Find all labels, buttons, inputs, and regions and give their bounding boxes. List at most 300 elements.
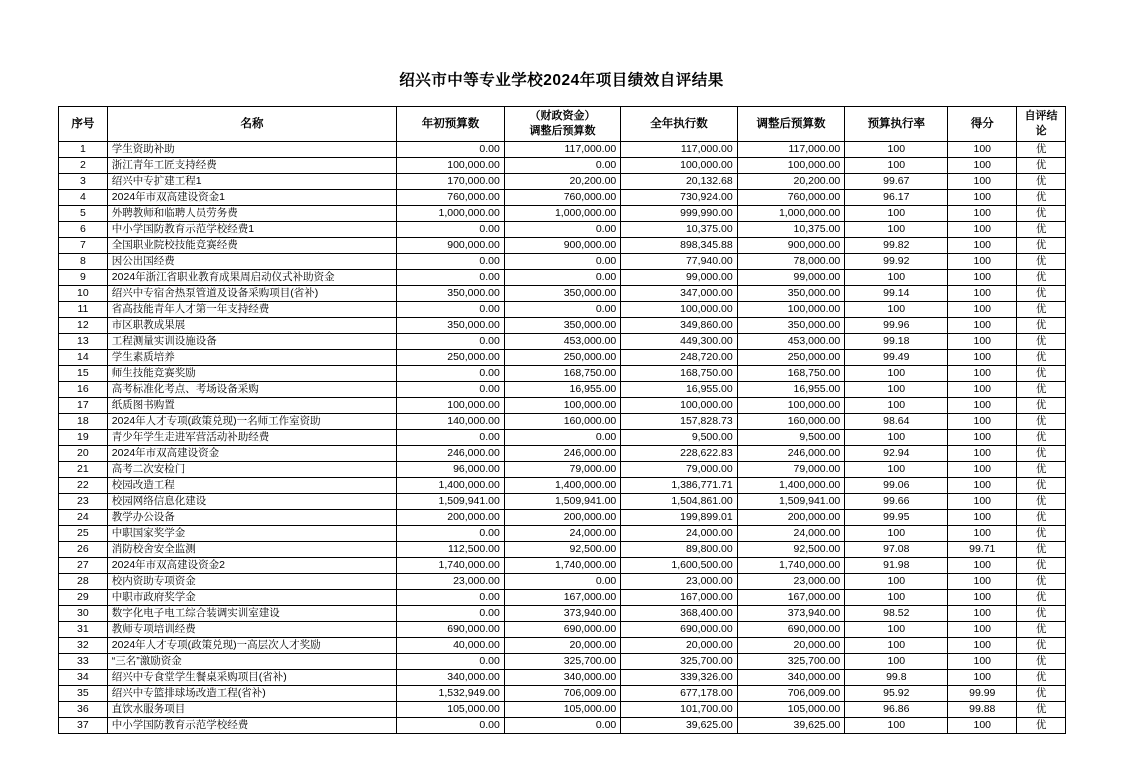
cell-adjusted-budget-fund: 350,000.00 [504,286,620,302]
cell-evaluation: 优 [1017,510,1066,526]
table-row [59,270,1066,286]
cell-execution-rate: 100 [845,526,948,542]
cell-adjusted-budget-fund: 117,000.00 [504,142,620,158]
cell-score: 100 [948,606,1017,622]
cell-adjusted-budget: 99,000.00 [737,270,845,286]
cell-annual-execution: 730,924.00 [621,190,737,206]
cell-adjusted-budget-fund: 0.00 [504,302,620,318]
cell-evaluation: 优 [1017,238,1066,254]
cell-index: 2 [59,158,108,174]
cell-name: 数字化电子电工综合装调实训室建设 [107,606,396,622]
cell-score: 100 [948,462,1017,478]
cell-budget-start: 0.00 [397,270,505,286]
cell-index: 27 [59,558,108,574]
cell-adjusted-budget: 690,000.00 [737,622,845,638]
cell-budget-start: 0.00 [397,302,505,318]
cell-annual-execution: 898,345.88 [621,238,737,254]
column-header-evaluation-line2: 论 [1035,125,1047,137]
cell-evaluation: 优 [1017,606,1066,622]
cell-name: 市区职教成果展 [107,318,396,334]
cell-index: 22 [59,478,108,494]
column-header-name: 名称 [107,107,396,142]
cell-evaluation: 优 [1017,590,1066,606]
cell-execution-rate: 99.06 [845,478,948,494]
cell-score: 100 [948,254,1017,270]
cell-adjusted-budget: 100,000.00 [737,158,845,174]
cell-index: 29 [59,590,108,606]
cell-evaluation: 优 [1017,494,1066,510]
cell-annual-execution: 199,899.01 [621,510,737,526]
cell-evaluation: 优 [1017,574,1066,590]
cell-budget-start: 250,000.00 [397,350,505,366]
cell-adjusted-budget-fund: 0.00 [504,158,620,174]
cell-execution-rate: 100 [845,574,948,590]
cell-evaluation: 优 [1017,302,1066,318]
cell-annual-execution: 1,386,771.71 [621,478,737,494]
cell-name: 高考标准化考点、考场设备采购 [107,382,396,398]
cell-execution-rate: 100 [845,382,948,398]
cell-adjusted-budget: 350,000.00 [737,286,845,302]
cell-evaluation: 优 [1017,446,1066,462]
table-row [59,494,1066,510]
cell-annual-execution: 449,300.00 [621,334,737,350]
cell-index: 37 [59,718,108,734]
cell-execution-rate: 92.94 [845,446,948,462]
cell-adjusted-budget-fund: 92,500.00 [504,542,620,558]
cell-annual-execution: 16,955.00 [621,382,737,398]
table-row [59,254,1066,270]
table-row [59,542,1066,558]
cell-adjusted-budget-fund: 760,000.00 [504,190,620,206]
cell-budget-start: 350,000.00 [397,286,505,302]
cell-execution-rate: 100 [845,302,948,318]
column-header-budget-start: 年初预算数 [397,107,505,142]
cell-name: 直饮水服务项目 [107,702,396,718]
cell-execution-rate: 99.66 [845,494,948,510]
cell-index: 18 [59,414,108,430]
cell-adjusted-budget: 9,500.00 [737,430,845,446]
cell-adjusted-budget-fund: 0.00 [504,574,620,590]
cell-evaluation: 优 [1017,462,1066,478]
cell-evaluation: 优 [1017,718,1066,734]
cell-evaluation: 优 [1017,398,1066,414]
cell-adjusted-budget: 20,200.00 [737,174,845,190]
cell-adjusted-budget: 350,000.00 [737,318,845,334]
cell-execution-rate: 91.98 [845,558,948,574]
table-row [59,606,1066,622]
cell-adjusted-budget: 250,000.00 [737,350,845,366]
cell-budget-start: 0.00 [397,430,505,446]
cell-index: 8 [59,254,108,270]
cell-adjusted-budget-fund: 453,000.00 [504,334,620,350]
column-header-evaluation-line1: 自评结 [1024,110,1058,122]
cell-execution-rate: 100 [845,398,948,414]
column-header-score: 得分 [948,107,1017,142]
column-header-index: 序号 [59,107,108,142]
cell-execution-rate: 100 [845,462,948,478]
cell-score: 100 [948,590,1017,606]
cell-index: 19 [59,430,108,446]
cell-evaluation: 优 [1017,142,1066,158]
cell-index: 13 [59,334,108,350]
cell-budget-start: 0.00 [397,254,505,270]
cell-adjusted-budget-fund: 100,000.00 [504,398,620,414]
cell-execution-rate: 100 [845,654,948,670]
cell-budget-start: 1,740,000.00 [397,558,505,574]
cell-adjusted-budget-fund: 373,940.00 [504,606,620,622]
cell-adjusted-budget: 760,000.00 [737,190,845,206]
cell-execution-rate: 100 [845,366,948,382]
cell-budget-start: 1,000,000.00 [397,206,505,222]
cell-index: 30 [59,606,108,622]
cell-adjusted-budget-fund: 350,000.00 [504,318,620,334]
cell-score: 100 [948,638,1017,654]
cell-evaluation: 优 [1017,158,1066,174]
cell-adjusted-budget-fund: 0.00 [504,270,620,286]
cell-adjusted-budget: 117,000.00 [737,142,845,158]
cell-adjusted-budget-fund: 706,009.00 [504,686,620,702]
table-row [59,190,1066,206]
cell-name: 2024年人才专项(政策兑现)一高层次人才奖励 [107,638,396,654]
cell-index: 36 [59,702,108,718]
cell-name: 绍兴中专篮排球场改造工程(省补) [107,686,396,702]
cell-execution-rate: 99.82 [845,238,948,254]
cell-budget-start: 350,000.00 [397,318,505,334]
cell-adjusted-budget: 168,750.00 [737,366,845,382]
cell-annual-execution: 39,625.00 [621,718,737,734]
cell-score: 99.88 [948,702,1017,718]
cell-adjusted-budget-fund: 0.00 [504,718,620,734]
table-row [59,398,1066,414]
cell-score: 100 [948,718,1017,734]
column-header-evaluation [1017,107,1066,142]
cell-score: 99.99 [948,686,1017,702]
cell-annual-execution: 79,000.00 [621,462,737,478]
cell-name: 纸质图书购置 [107,398,396,414]
cell-evaluation: 优 [1017,702,1066,718]
cell-annual-execution: 23,000.00 [621,574,737,590]
cell-adjusted-budget: 325,700.00 [737,654,845,670]
cell-index: 5 [59,206,108,222]
cell-name: 中职国家奖学金 [107,526,396,542]
cell-execution-rate: 100 [845,590,948,606]
cell-index: 1 [59,142,108,158]
table-body [59,142,1066,734]
cell-budget-start: 0.00 [397,526,505,542]
cell-index: 9 [59,270,108,286]
cell-execution-rate: 99.49 [845,350,948,366]
cell-annual-execution: 677,178.00 [621,686,737,702]
cell-annual-execution: 1,504,861.00 [621,494,737,510]
cell-adjusted-budget: 100,000.00 [737,398,845,414]
cell-score: 100 [948,158,1017,174]
cell-execution-rate: 95.92 [845,686,948,702]
cell-score: 100 [948,622,1017,638]
cell-adjusted-budget: 24,000.00 [737,526,845,542]
cell-adjusted-budget: 373,940.00 [737,606,845,622]
cell-annual-execution: 100,000.00 [621,302,737,318]
cell-score: 100 [948,670,1017,686]
table-row [59,318,1066,334]
cell-adjusted-budget-fund: 250,000.00 [504,350,620,366]
cell-annual-execution: 20,000.00 [621,638,737,654]
cell-execution-rate: 100 [845,270,948,286]
cell-annual-execution: 77,940.00 [621,254,737,270]
table-row [59,382,1066,398]
cell-execution-rate: 99.14 [845,286,948,302]
cell-adjusted-budget-fund: 79,000.00 [504,462,620,478]
cell-adjusted-budget: 39,625.00 [737,718,845,734]
table-row [59,366,1066,382]
cell-score: 100 [948,350,1017,366]
table-row [59,462,1066,478]
cell-annual-execution: 20,132.68 [621,174,737,190]
cell-adjusted-budget-fund: 24,000.00 [504,526,620,542]
table-row [59,238,1066,254]
cell-annual-execution: 100,000.00 [621,158,737,174]
cell-evaluation: 优 [1017,430,1066,446]
cell-adjusted-budget: 1,000,000.00 [737,206,845,222]
cell-name: “三名”激励资金 [107,654,396,670]
cell-evaluation: 优 [1017,366,1066,382]
cell-evaluation: 优 [1017,206,1066,222]
performance-results-table [58,106,1066,734]
cell-name: 中小学国防教育示范学校经费 [107,718,396,734]
cell-score: 100 [948,222,1017,238]
cell-score: 100 [948,558,1017,574]
table-header-row [59,107,1066,142]
cell-budget-start: 0.00 [397,334,505,350]
table-row [59,334,1066,350]
cell-annual-execution: 89,800.00 [621,542,737,558]
cell-evaluation: 优 [1017,286,1066,302]
cell-name: 校内资助专项资金 [107,574,396,590]
cell-name: 绍兴中专食堂学生餐桌采购项目(省补) [107,670,396,686]
cell-evaluation: 优 [1017,174,1066,190]
cell-adjusted-budget: 1,400,000.00 [737,478,845,494]
cell-name: 因公出国经费 [107,254,396,270]
cell-execution-rate: 100 [845,718,948,734]
cell-score: 100 [948,366,1017,382]
cell-adjusted-budget: 16,955.00 [737,382,845,398]
cell-annual-execution: 167,000.00 [621,590,737,606]
cell-name: 学生资助补助 [107,142,396,158]
cell-name: 2024年市双高建设资金1 [107,190,396,206]
table-row [59,158,1066,174]
cell-name: 2024年浙江省职业教育成果周启动仪式补助资金 [107,270,396,286]
cell-budget-start: 140,000.00 [397,414,505,430]
cell-annual-execution: 168,750.00 [621,366,737,382]
cell-name: 青少年学生走进军营活动补助经费 [107,430,396,446]
cell-index: 23 [59,494,108,510]
cell-adjusted-budget: 79,000.00 [737,462,845,478]
table-row [59,286,1066,302]
cell-adjusted-budget-fund: 167,000.00 [504,590,620,606]
cell-annual-execution: 368,400.00 [621,606,737,622]
cell-execution-rate: 96.86 [845,702,948,718]
cell-name: 教师专项培训经费 [107,622,396,638]
cell-execution-rate: 99.95 [845,510,948,526]
table-row [59,718,1066,734]
cell-annual-execution: 157,828.73 [621,414,737,430]
cell-execution-rate: 98.64 [845,414,948,430]
table-row [59,350,1066,366]
cell-name: 绍兴中专扩建工程1 [107,174,396,190]
table-row [59,206,1066,222]
cell-name: 教学办公设备 [107,510,396,526]
table-row [59,574,1066,590]
cell-adjusted-budget-fund: 168,750.00 [504,366,620,382]
cell-adjusted-budget: 23,000.00 [737,574,845,590]
cell-budget-start: 0.00 [397,654,505,670]
cell-score: 100 [948,414,1017,430]
table-row [59,702,1066,718]
cell-budget-start: 100,000.00 [397,398,505,414]
cell-execution-rate: 96.17 [845,190,948,206]
cell-index: 33 [59,654,108,670]
cell-index: 7 [59,238,108,254]
cell-index: 4 [59,190,108,206]
cell-name: 全国职业院校技能竞赛经费 [107,238,396,254]
table-row [59,142,1066,158]
cell-annual-execution: 347,000.00 [621,286,737,302]
cell-evaluation: 优 [1017,558,1066,574]
cell-score: 100 [948,334,1017,350]
cell-adjusted-budget-fund: 246,000.00 [504,446,620,462]
cell-adjusted-budget-fund: 0.00 [504,254,620,270]
cell-budget-start: 23,000.00 [397,574,505,590]
cell-budget-start: 1,509,941.00 [397,494,505,510]
cell-evaluation: 优 [1017,334,1066,350]
cell-adjusted-budget-fund: 325,700.00 [504,654,620,670]
column-header-adjusted-budget-fund-line2: 调整后预算数 [529,125,596,137]
cell-adjusted-budget-fund: 200,000.00 [504,510,620,526]
cell-name: 省高技能青年人才第一年支持经费 [107,302,396,318]
cell-score: 100 [948,142,1017,158]
cell-name: 绍兴中专宿舍热泵管道及设备采购项目(省补) [107,286,396,302]
cell-budget-start: 0.00 [397,382,505,398]
cell-index: 25 [59,526,108,542]
cell-score: 100 [948,574,1017,590]
cell-name: 校园网络信息化建设 [107,494,396,510]
cell-budget-start: 1,400,000.00 [397,478,505,494]
cell-index: 3 [59,174,108,190]
cell-score: 100 [948,526,1017,542]
cell-adjusted-budget: 167,000.00 [737,590,845,606]
cell-name: 外聘教师和临聘人员劳务费 [107,206,396,222]
cell-name: 中小学国防教育示范学校经费1 [107,222,396,238]
cell-budget-start: 246,000.00 [397,446,505,462]
cell-budget-start: 100,000.00 [397,158,505,174]
cell-annual-execution: 1,600,500.00 [621,558,737,574]
cell-adjusted-budget: 100,000.00 [737,302,845,318]
cell-name: 高考二次安检门 [107,462,396,478]
cell-adjusted-budget-fund: 1,509,941.00 [504,494,620,510]
cell-annual-execution: 690,000.00 [621,622,737,638]
cell-adjusted-budget: 1,740,000.00 [737,558,845,574]
cell-score: 100 [948,382,1017,398]
cell-budget-start: 340,000.00 [397,670,505,686]
cell-index: 24 [59,510,108,526]
cell-execution-rate: 99.96 [845,318,948,334]
cell-adjusted-budget: 160,000.00 [737,414,845,430]
cell-adjusted-budget-fund: 1,740,000.00 [504,558,620,574]
cell-adjusted-budget-fund: 20,200.00 [504,174,620,190]
cell-score: 100 [948,270,1017,286]
cell-index: 35 [59,686,108,702]
table-row [59,670,1066,686]
table-row [59,222,1066,238]
cell-annual-execution: 99,000.00 [621,270,737,286]
cell-adjusted-budget: 246,000.00 [737,446,845,462]
cell-execution-rate: 99.18 [845,334,948,350]
table-row [59,558,1066,574]
cell-budget-start: 105,000.00 [397,702,505,718]
cell-adjusted-budget: 706,009.00 [737,686,845,702]
cell-adjusted-budget-fund: 20,000.00 [504,638,620,654]
cell-adjusted-budget-fund: 690,000.00 [504,622,620,638]
cell-adjusted-budget: 453,000.00 [737,334,845,350]
cell-annual-execution: 117,000.00 [621,142,737,158]
cell-budget-start: 0.00 [397,718,505,734]
cell-adjusted-budget-fund: 900,000.00 [504,238,620,254]
cell-score: 100 [948,446,1017,462]
cell-index: 26 [59,542,108,558]
cell-score: 100 [948,174,1017,190]
cell-index: 32 [59,638,108,654]
cell-score: 100 [948,318,1017,334]
cell-index: 10 [59,286,108,302]
cell-name: 浙江青年工匠支持经费 [107,158,396,174]
cell-adjusted-budget-fund: 160,000.00 [504,414,620,430]
cell-execution-rate: 99.92 [845,254,948,270]
cell-name: 2024年市双高建设资金 [107,446,396,462]
cell-budget-start: 0.00 [397,142,505,158]
cell-annual-execution: 349,860.00 [621,318,737,334]
cell-name: 校园改造工程 [107,478,396,494]
cell-execution-rate: 99.67 [845,174,948,190]
cell-evaluation: 优 [1017,254,1066,270]
cell-score: 100 [948,190,1017,206]
cell-budget-start: 0.00 [397,222,505,238]
cell-score: 100 [948,398,1017,414]
cell-budget-start: 900,000.00 [397,238,505,254]
cell-annual-execution: 248,720.00 [621,350,737,366]
cell-budget-start: 40,000.00 [397,638,505,654]
table-row [59,414,1066,430]
cell-budget-start: 170,000.00 [397,174,505,190]
table-row [59,478,1066,494]
cell-score: 100 [948,654,1017,670]
cell-budget-start: 690,000.00 [397,622,505,638]
cell-index: 11 [59,302,108,318]
cell-evaluation: 优 [1017,414,1066,430]
cell-evaluation: 优 [1017,638,1066,654]
cell-name: 学生素质培养 [107,350,396,366]
cell-adjusted-budget-fund: 1,400,000.00 [504,478,620,494]
cell-execution-rate: 100 [845,158,948,174]
cell-score: 100 [948,510,1017,526]
cell-adjusted-budget: 200,000.00 [737,510,845,526]
cell-budget-start: 0.00 [397,590,505,606]
cell-name: 2024年人才专项(政策兑现)一名师工作室资助 [107,414,396,430]
cell-annual-execution: 24,000.00 [621,526,737,542]
column-header-annual-execution: 全年执行数 [621,107,737,142]
cell-adjusted-budget: 340,000.00 [737,670,845,686]
table-row [59,622,1066,638]
table-row [59,590,1066,606]
cell-adjusted-budget-fund: 340,000.00 [504,670,620,686]
